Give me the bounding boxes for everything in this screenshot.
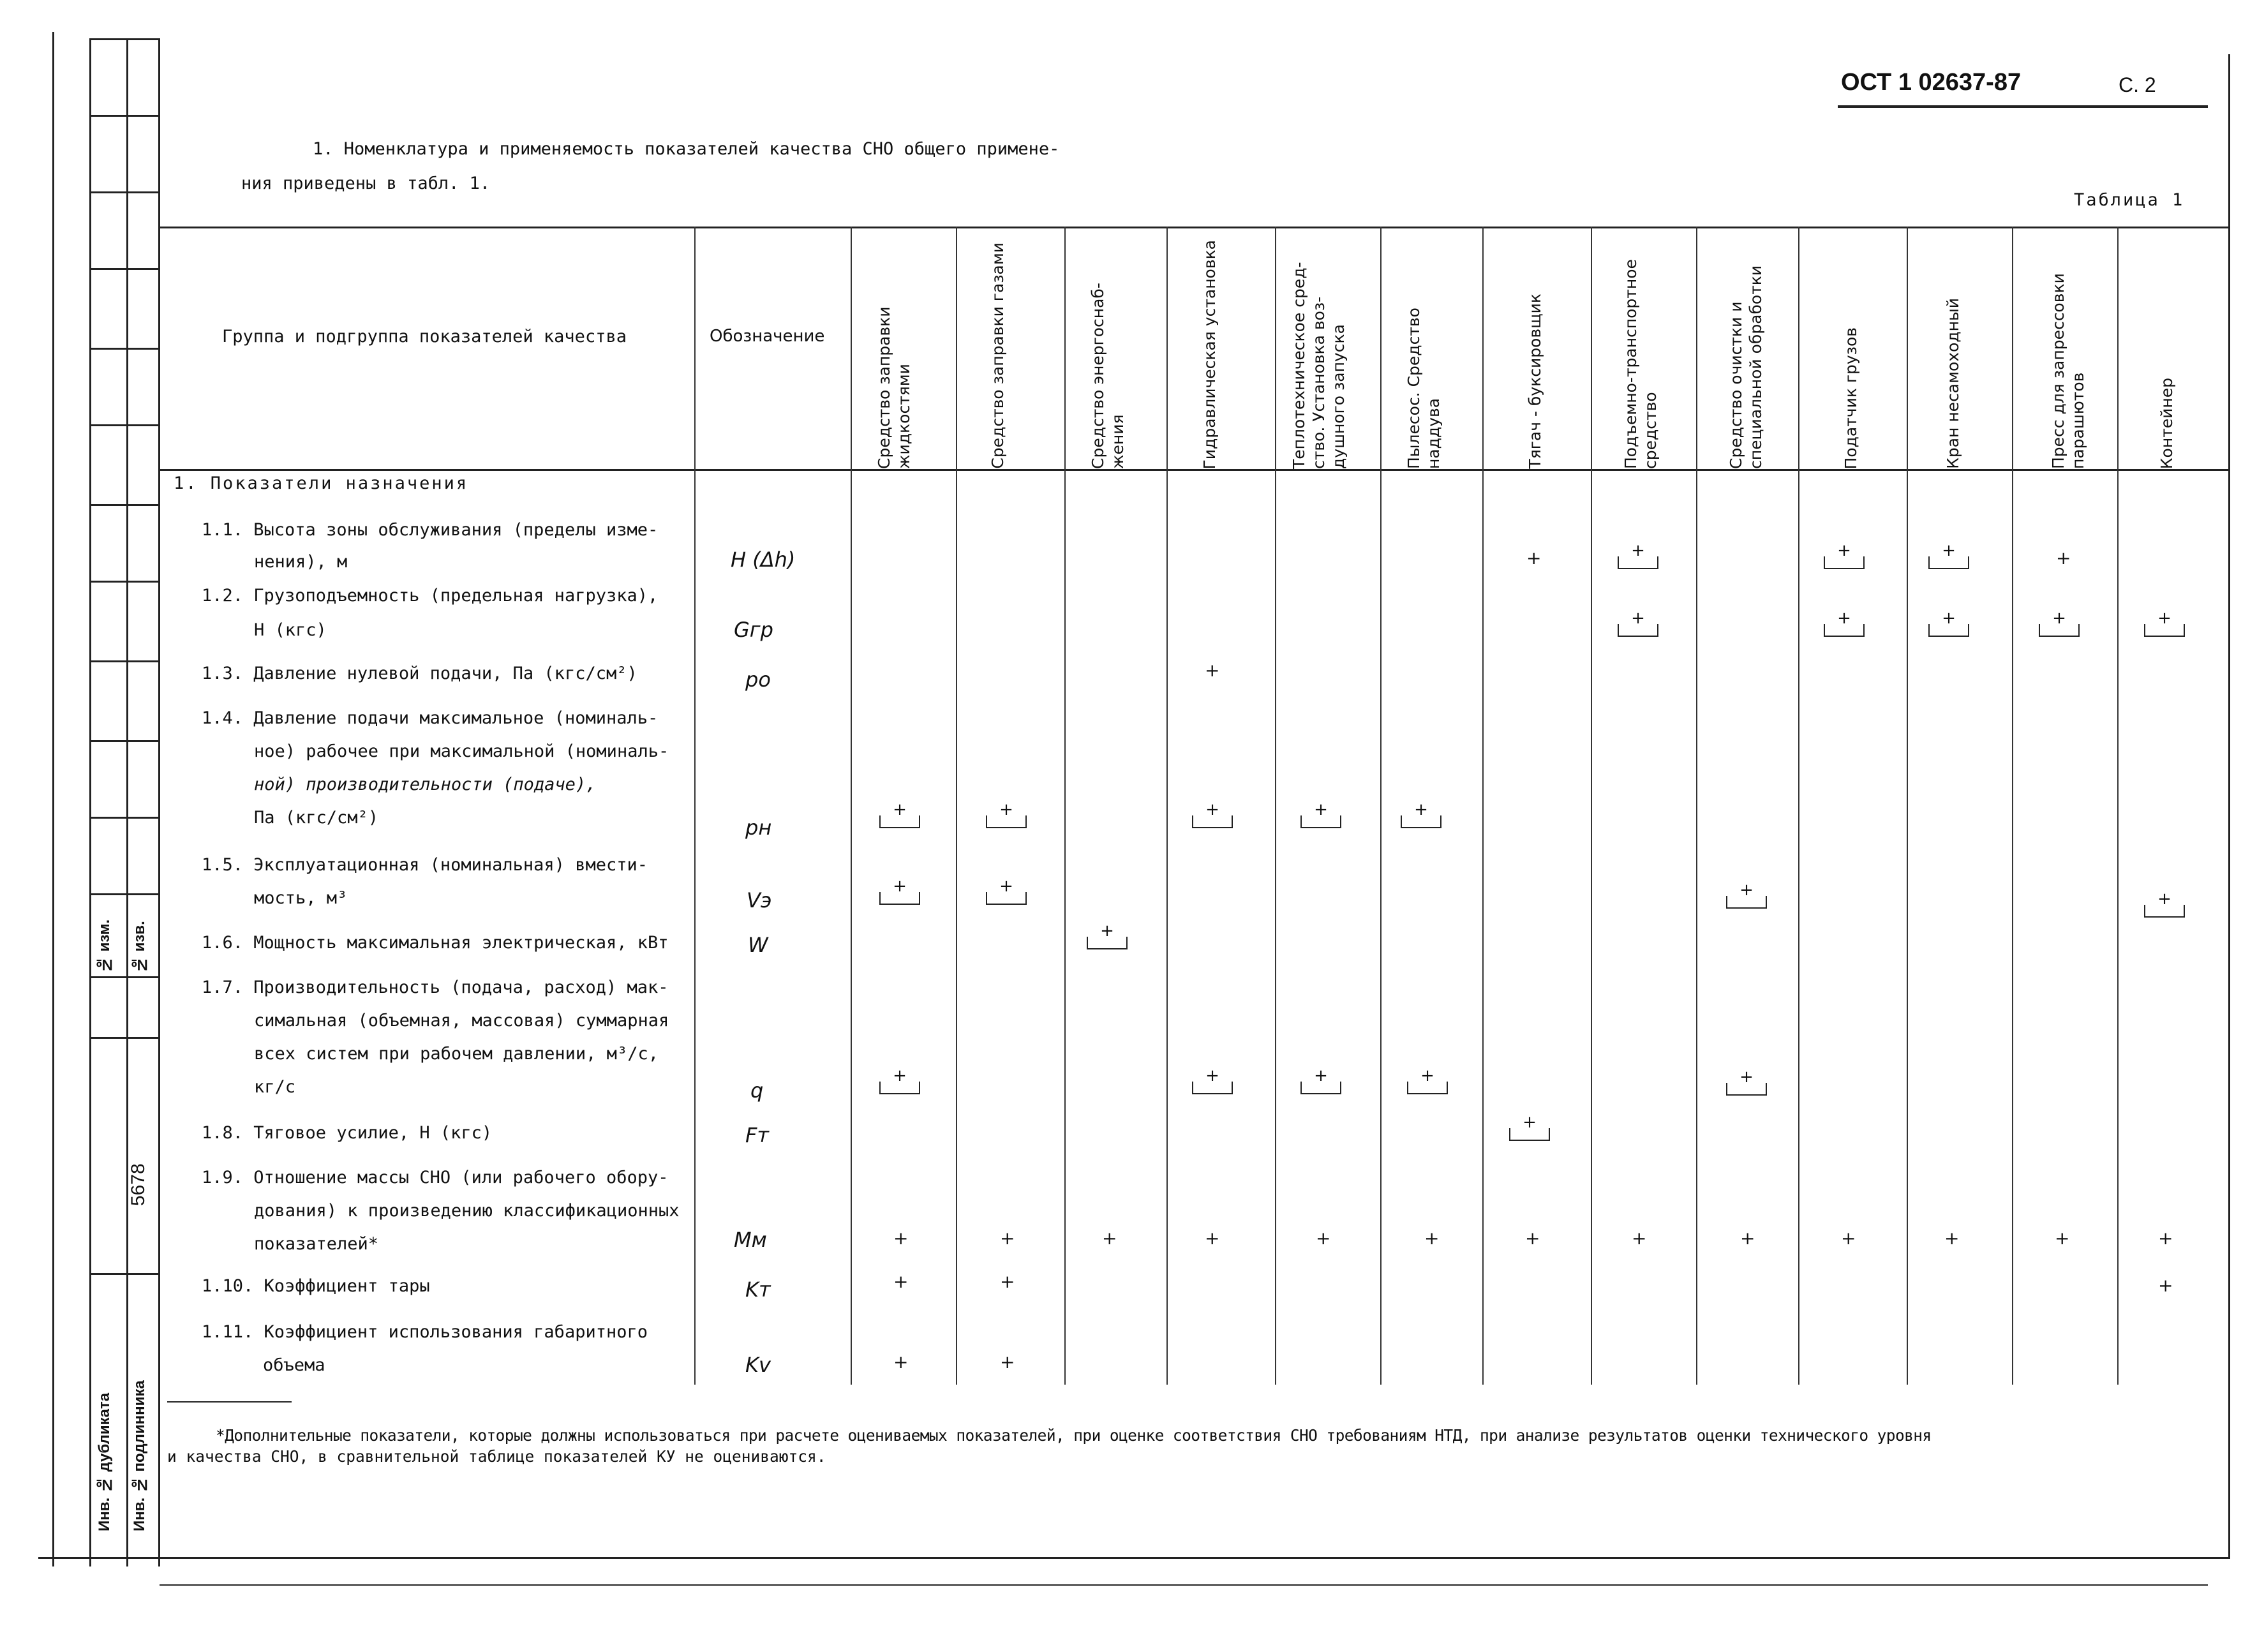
- col-rule: [1798, 227, 1799, 1385]
- mark-bracketed-plus: +: [1618, 624, 1658, 637]
- col-rule: [1380, 227, 1382, 1385]
- column-header: Пылесос. Средство наддува: [1404, 308, 1443, 469]
- col-rule: [694, 227, 696, 1385]
- row-1-9-line-2: дования) к произведению классификационных: [254, 1201, 680, 1221]
- row-1-11-line-1: 1.11. Коэффициент использования габаритного: [202, 1322, 648, 1342]
- row-1-8-line-1: 1.8. Тяговое усилие, Н (кгс): [202, 1123, 493, 1143]
- row-1-9-line-1: 1.9. Отношение массы СНО (или рабочего обору-: [202, 1168, 669, 1187]
- row-1-11-line-2: объема: [263, 1355, 325, 1375]
- frame-left-edge: [52, 32, 54, 1566]
- mark-plus: +: [1841, 1228, 1856, 1249]
- mark-bracketed-plus: +: [1928, 624, 1969, 637]
- row-1-7-line-3: всех систем при рабочем давлении, м³/с,: [254, 1044, 659, 1064]
- sidebar-number: 5678: [128, 1163, 149, 1206]
- mark-plus: +: [1740, 1228, 1755, 1249]
- table-header-rule: [158, 469, 2230, 471]
- col-rule: [2117, 227, 2119, 1385]
- sidebar-label-dubl: Инв. № дубликата: [96, 1392, 113, 1531]
- intro-line-2: ния приведены в табл. 1.: [241, 174, 491, 193]
- column-header: Теплотехническое сред- ство. Установка воз- душного запуска: [1290, 262, 1348, 469]
- col-rule: [1907, 227, 1908, 1385]
- designation-kv: Kv: [745, 1353, 771, 1377]
- footnote-line-2: и качества СНО, в сравнительной таблице показателей КУ не оцениваются.: [167, 1447, 826, 1466]
- mark-plus: +: [893, 1228, 909, 1249]
- frame-bottom: [38, 1557, 2230, 1559]
- row-1-1-line-1: 1.1. Высота зоны обслуживания (пределы изме-: [202, 520, 659, 540]
- group-header: Группа и подгруппа показателей качества: [222, 327, 627, 346]
- mark-plus: +: [2056, 547, 2071, 569]
- mark-plus: +: [1205, 660, 1220, 681]
- column-header: Податчик грузов: [1842, 327, 1860, 469]
- mark-plus: +: [893, 1271, 909, 1292]
- mark-bracketed-plus: +: [1726, 896, 1767, 909]
- designation-m: Mм: [734, 1228, 767, 1252]
- mark-bracketed-plus: +: [1192, 815, 1233, 828]
- row-1-4-line-1: 1.4. Давление подачи максимальное (номиналь-: [202, 708, 659, 728]
- sidebar-label-izm: № изм.: [96, 919, 113, 973]
- mark-bracketed-plus: +: [879, 815, 920, 828]
- row-1-7-line-2: симальная (объемная, массовая) суммарная: [254, 1011, 669, 1031]
- mark-plus: +: [1316, 1228, 1331, 1249]
- designation-w: W: [748, 933, 768, 957]
- sidebar-rule: [89, 191, 160, 193]
- mark-bracketed-plus: +: [986, 815, 1027, 828]
- page-number: С. 2: [2119, 73, 2156, 96]
- col-rule: [1064, 227, 1066, 1385]
- row-1-4-line-4: Па (кгс/см²): [254, 808, 379, 828]
- row-1-6-line-1: 1.6. Мощность максимальная электрическая, кВт: [202, 933, 669, 953]
- mark-bracketed-plus: +: [986, 892, 1027, 905]
- mark-bracketed-plus: +: [2039, 624, 2080, 637]
- row-1-2-line-1: 1.2. Грузоподъемность (предельная нагрузка),: [202, 586, 659, 606]
- mark-plus: +: [2158, 1228, 2173, 1249]
- sidebar-rule: [89, 740, 160, 742]
- row-1-2-line-2: Н (кгс): [254, 620, 327, 640]
- mark-bracketed-plus: +: [879, 892, 920, 905]
- mark-bracketed-plus: +: [1509, 1128, 1550, 1141]
- mark-bracketed-plus: +: [879, 1082, 920, 1094]
- designation-pn: pн: [745, 815, 772, 840]
- row-1-5-line-1: 1.5. Эксплуатационная (номинальная) вмести-: [202, 855, 648, 875]
- header-underline: [1838, 105, 2208, 108]
- mark-bracketed-plus: +: [1824, 624, 1865, 637]
- mark-bracketed-plus: +: [1087, 937, 1128, 949]
- row-1-5-line-2: мость, м³: [254, 888, 348, 908]
- table-label: Таблица 1: [2074, 190, 2185, 210]
- sidebar-rule: [89, 504, 160, 506]
- frame-bottom-outer: [160, 1584, 2208, 1586]
- column-header: Средство очистки и специальной обработки: [1727, 265, 1765, 469]
- column-header: Контейнер: [2157, 377, 2176, 469]
- mark-bracketed-plus: +: [1192, 1082, 1233, 1094]
- column-header: Тягач - буксировщик: [1526, 294, 1544, 469]
- mark-plus: +: [1000, 1351, 1015, 1373]
- designation-p0: pо: [745, 667, 771, 692]
- sidebar-rule: [89, 817, 160, 819]
- col-rule: [956, 227, 957, 1385]
- sidebar-rule: [89, 581, 160, 583]
- designation-q: q: [750, 1078, 764, 1103]
- sidebar-label-podl: Инв. № подлинника: [131, 1380, 148, 1531]
- sidebar-rule: [89, 348, 160, 350]
- column-header: Подъемно-транспортное средство: [1621, 259, 1660, 469]
- table-top-rule: [158, 227, 2230, 228]
- mark-plus: +: [1526, 547, 1542, 569]
- footnote-rule: [167, 1401, 292, 1403]
- row-1-4-line-3: ной) производительности (подаче),: [254, 775, 597, 794]
- designation-kt: Kт: [745, 1277, 771, 1302]
- mark-bracketed-plus: +: [1300, 815, 1341, 828]
- sidebar-label-izv: № изв.: [131, 921, 148, 973]
- row-1-1-line-2: нения), м: [254, 552, 348, 572]
- mark-plus: +: [2158, 1275, 2173, 1296]
- sidebar-rule: [89, 424, 160, 426]
- col-rule: [1166, 227, 1168, 1385]
- sidebar-rule: [89, 893, 160, 895]
- col-rule: [1591, 227, 1592, 1385]
- row-1-3-line-1: 1.3. Давление нулевой подачи, Па (кгс/см²): [202, 664, 637, 683]
- mark-bracketed-plus: +: [1824, 556, 1865, 569]
- intro-line-1: 1. Номенклатура и применяемость показателей качества СНО общего примене-: [313, 139, 1060, 159]
- sidebar-rule: [89, 268, 160, 270]
- column-header: Средство энергоснаб- жения: [1089, 283, 1127, 469]
- mark-bracketed-plus: +: [2144, 624, 2185, 637]
- col-rule: [851, 227, 852, 1385]
- mark-bracketed-plus: +: [2144, 905, 2185, 918]
- column-header: Кран несамоходный: [1944, 298, 1962, 469]
- column-header: Средство заправки газами: [988, 242, 1007, 469]
- mark-plus: +: [1000, 1271, 1015, 1292]
- row-1-7-line-1: 1.7. Производительность (подача, расход) мак-: [202, 978, 669, 997]
- mark-plus: +: [893, 1351, 909, 1373]
- mark-bracketed-plus: +: [1407, 1082, 1448, 1094]
- section-title: 1. Показатели назначения: [174, 473, 469, 493]
- col-rule: [1482, 227, 1484, 1385]
- designation-v: Vэ: [747, 888, 772, 912]
- mark-plus: +: [1205, 1228, 1220, 1249]
- mark-plus: +: [1525, 1228, 1540, 1249]
- designation-header: Обозначение: [710, 327, 825, 346]
- mark-plus: +: [1102, 1228, 1117, 1249]
- column-header: Пресс для запрессовки парашютов: [2049, 273, 2087, 469]
- sidebar-rule: [89, 660, 160, 662]
- doc-number: ОСТ 1 02637-87: [1841, 69, 2022, 96]
- mark-plus: +: [1632, 1228, 1647, 1249]
- row-1-4-line-2: ное) рабочее при максимальной (номиналь-: [254, 741, 669, 761]
- mark-bracketed-plus: +: [1928, 556, 1969, 569]
- mark-bracketed-plus: +: [1726, 1083, 1767, 1096]
- mark-plus: +: [1000, 1228, 1015, 1249]
- mark-bracketed-plus: +: [1300, 1082, 1341, 1094]
- mark-plus: +: [1944, 1228, 1960, 1249]
- col-rule: [2012, 227, 2013, 1385]
- column-header: Гидравлическая установка: [1200, 239, 1219, 469]
- designation-f: Fт: [745, 1123, 770, 1147]
- column-header: Средство заправки жидкостями: [875, 306, 913, 469]
- col-rule: [1696, 227, 1697, 1385]
- frame-right-edge: [2228, 54, 2230, 1557]
- mark-plus: +: [2055, 1228, 2070, 1249]
- col-rule: [1275, 227, 1276, 1385]
- sidebar-rule: [89, 115, 160, 117]
- sidebar-rule: [89, 1273, 160, 1275]
- designation-g: Gгр: [734, 618, 773, 642]
- mark-bracketed-plus: +: [1401, 815, 1441, 828]
- sidebar-rule: [89, 976, 160, 978]
- footnote-line-1: *Дополнительные показатели, которые должны использоваться при расчете оцениваемых показателей, при оценке соответствия СНО требованиям НТД, при анализе результатов оценки технического уровня: [216, 1426, 1932, 1445]
- sidebar-rule: [89, 1037, 160, 1039]
- row-1-7-line-4: кг/с: [254, 1077, 296, 1097]
- frame-top: [89, 38, 160, 40]
- row-1-10-line-1: 1.10. Коэффициент тары: [202, 1276, 430, 1296]
- row-1-9-line-3: показателей*: [254, 1234, 379, 1254]
- mark-bracketed-plus: +: [1618, 556, 1658, 569]
- designation-h: H (Δh): [731, 547, 796, 572]
- mark-plus: +: [1424, 1228, 1440, 1249]
